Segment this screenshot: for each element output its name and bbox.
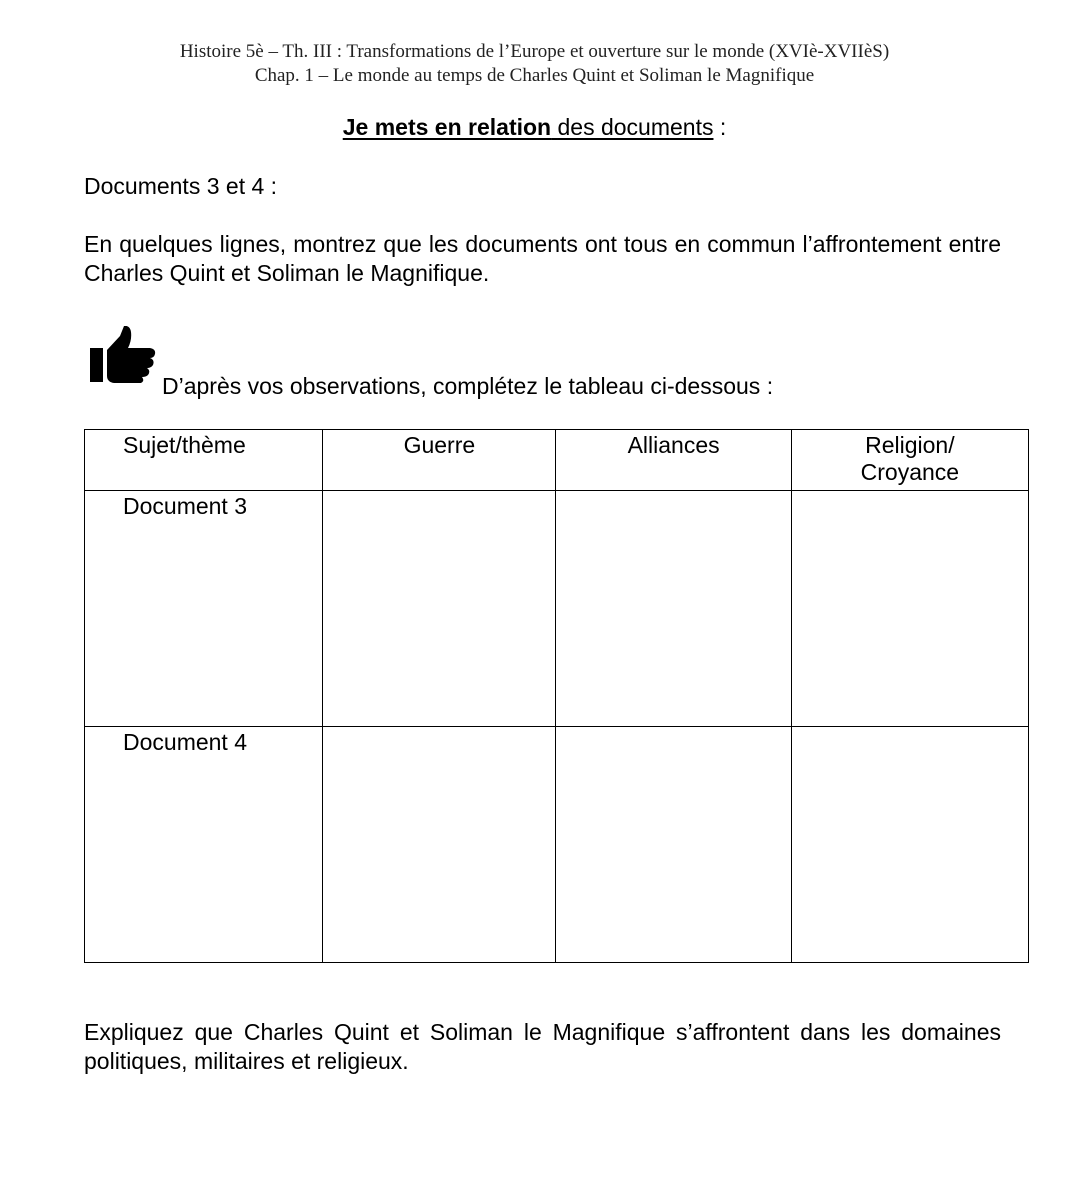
header-guerre: Guerre (323, 430, 556, 491)
cell-document-3-religion[interactable] (791, 491, 1028, 727)
documents-label: Documents 3 et 4 : (84, 173, 278, 199)
table-header-row (85, 430, 1029, 491)
section-title-underlined (343, 114, 714, 140)
header-line-1: Histoire 5è – Th. III : Transformations de l’Europe et ouverture sur le monde (XVIè-XVIIèS) (179, 41, 890, 62)
table-row (85, 491, 1029, 727)
cell-document-4-guerre[interactable] (323, 727, 556, 963)
cell-document-3-guerre[interactable] (323, 491, 556, 727)
cell-document-4-religion[interactable] (791, 727, 1028, 963)
row-label-document-4: Document 4 (85, 727, 323, 963)
table-row (85, 727, 1029, 963)
row-label-document-3: Document 3 (85, 491, 323, 727)
title-normal-part: des documents (557, 114, 714, 140)
section-title (0, 113, 1069, 141)
header-religion-line-1: Religion/ (865, 432, 955, 458)
question-paragraph-1: En quelques lignes, montrez que les documents ont tous en commun l’affrontement entre Charles Quint et Soliman le Magnifique. (84, 231, 1001, 286)
question-paragraph-2: Expliquez que Charles Quint et Soliman le Magnifique s’affrontent dans les domaines politiques, militaires et religieux. (84, 1019, 1001, 1074)
header-religion-line-2: Croyance (860, 459, 960, 485)
thumbs-up-icon (90, 326, 156, 384)
table-instruction: D’après vos observations, complétez le tableau ci-dessous : (162, 373, 774, 399)
header-religion-croyance (791, 430, 1028, 491)
title-bold-part: Je mets en relation (342, 114, 552, 140)
comparison-table (84, 429, 1029, 963)
document-header (0, 40, 1069, 88)
cell-document-3-alliances[interactable] (556, 491, 791, 727)
header-line-2: Chap. 1 – Le monde au temps de Charles Quint et Soliman le Magnifique (254, 65, 815, 86)
title-suffix: : (713, 114, 727, 140)
cell-document-4-alliances[interactable] (556, 727, 791, 963)
header-alliances: Alliances (556, 430, 791, 491)
header-sujet-theme: Sujet/thème (85, 430, 323, 491)
